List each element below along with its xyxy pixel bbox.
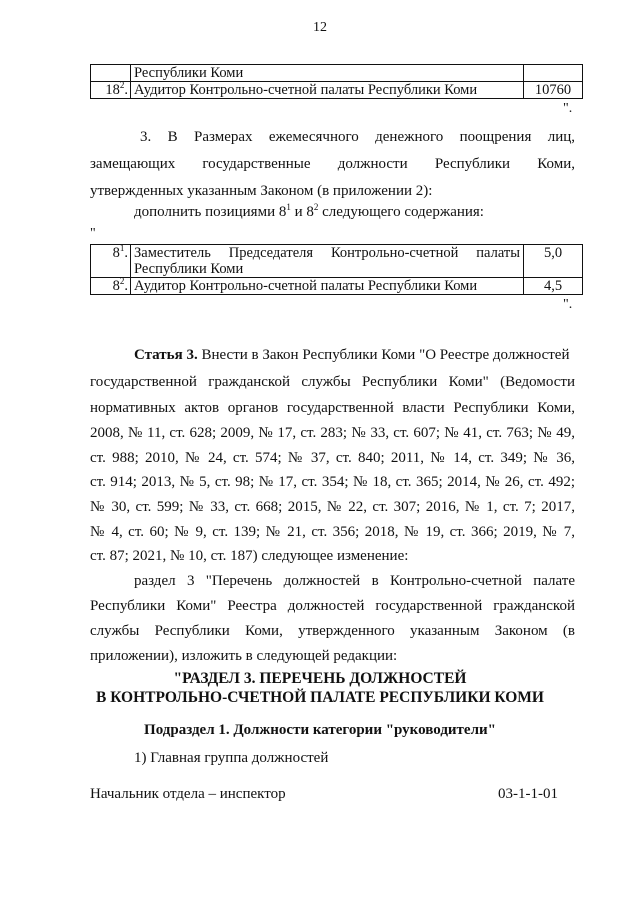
closing-quote: ".: [563, 101, 573, 116]
closing-quote: ".: [563, 297, 573, 312]
item3-addition: дополнить позициями $8^1$ и $8^2$ следующего содержания:: [134, 202, 484, 220]
table-cell-num: $8^2$.: [91, 278, 131, 295]
section3-line: раздел 3 "Перечень должностей в Контрольно-счетной палате: [134, 573, 575, 589]
section-heading-line-2: В КОНТРОЛЬНО-СЧЕТНОЙ ПАЛАТЕ РЕСПУБЛИКИ КОМИ: [95, 689, 544, 706]
article3-line: № 30, ст. 599; № 33, ст. 668; 2015, № 22, ст. 307; 2016, № 1, ст. 7; 2017,: [90, 499, 575, 515]
position-code: 03-1-1-01: [498, 786, 558, 802]
table-row: [91, 82, 583, 99]
section3-line: службы Республики Коми, утвержденного указанным Законом (в: [90, 623, 575, 639]
opening-quote: ": [90, 226, 96, 241]
item3-line: 3. В Размерах ежемесячного денежного поощрения лиц,: [140, 129, 575, 145]
article-label: Статья 3.: [134, 347, 198, 363]
article3-line: № 4, ст. 60; № 9, ст. 139; № 21, ст. 356; 2018, № 19, ст. 366; 2019, № 7,: [90, 524, 575, 540]
table-cell-value: 4,5: [524, 278, 583, 295]
item3-line: утвержденных указанным Законом (в приложении 2):: [90, 183, 433, 199]
article3-line: ст. 87; 2021, № 10, ст. 187) следующее изменение:: [90, 548, 409, 564]
table-cell-num: [91, 65, 131, 82]
table-cell-num: $18^2$.: [91, 82, 131, 99]
item3-line: замещающих государственные должности Республики Коми,: [90, 156, 575, 172]
subsection-title: Подраздел 1. Должности категории "руководители": [144, 722, 496, 738]
article3-first-line: Статья 3. Внести в Закон Республики Коми "О Реестре должностей: [134, 347, 570, 363]
table-cell-text: Заместитель Председателя Контрольно-счетной палаты Республики Коми: [131, 245, 524, 278]
table-1: [90, 64, 583, 99]
table-2: [90, 244, 583, 295]
table-cell-text: Аудитор Контрольно-счетной палаты Республики Коми: [131, 278, 524, 295]
article3-line: 2008, № 11, ст. 628; 2009, № 17, ст. 283; № 33, ст. 607; № 41, ст. 763; № 49,: [90, 425, 575, 441]
table-row: [91, 65, 583, 82]
position-title: Начальник отдела – инспектор: [90, 786, 286, 802]
section3-line: Республики Коми" Реестра должностей государственной гражданской: [90, 598, 575, 614]
table-cell-num: $8^1$.: [91, 245, 131, 278]
table-cell-text: Аудитор Контрольно-счетной палаты Республики Коми: [131, 82, 524, 99]
section3-line: приложении), изложить в следующей редакции:: [90, 648, 398, 664]
table-cell-value: [524, 65, 583, 82]
article3-line: ст. 988; 2010, № 24, ст. 574; № 37, ст. 840; 2011, № 14, ст. 349; № 36,: [90, 450, 575, 466]
table-cell-value: 5,0: [524, 245, 583, 278]
page-number: 12: [313, 20, 327, 35]
article3-line: государственной гражданской службы Республики Коми" (Ведомости: [90, 374, 575, 390]
table-row: [91, 278, 583, 295]
table-cell-value: 10760: [524, 82, 583, 99]
group-title: 1) Главная группа должностей: [134, 750, 329, 766]
table-row: [91, 245, 583, 278]
article3-line: нормативных актов органов государственной власти Республики Коми,: [90, 400, 575, 416]
section-heading-line-1: "РАЗДЕЛ 3. ПЕРЕЧЕНЬ ДОЛЖНОСТЕЙ: [173, 670, 467, 687]
article3-line: ст. 914; 2013, № 5, ст. 98; № 17, ст. 354; № 18, ст. 365; 2014, № 26, ст. 492;: [90, 474, 575, 490]
table-cell-text: Республики Коми: [131, 65, 524, 82]
